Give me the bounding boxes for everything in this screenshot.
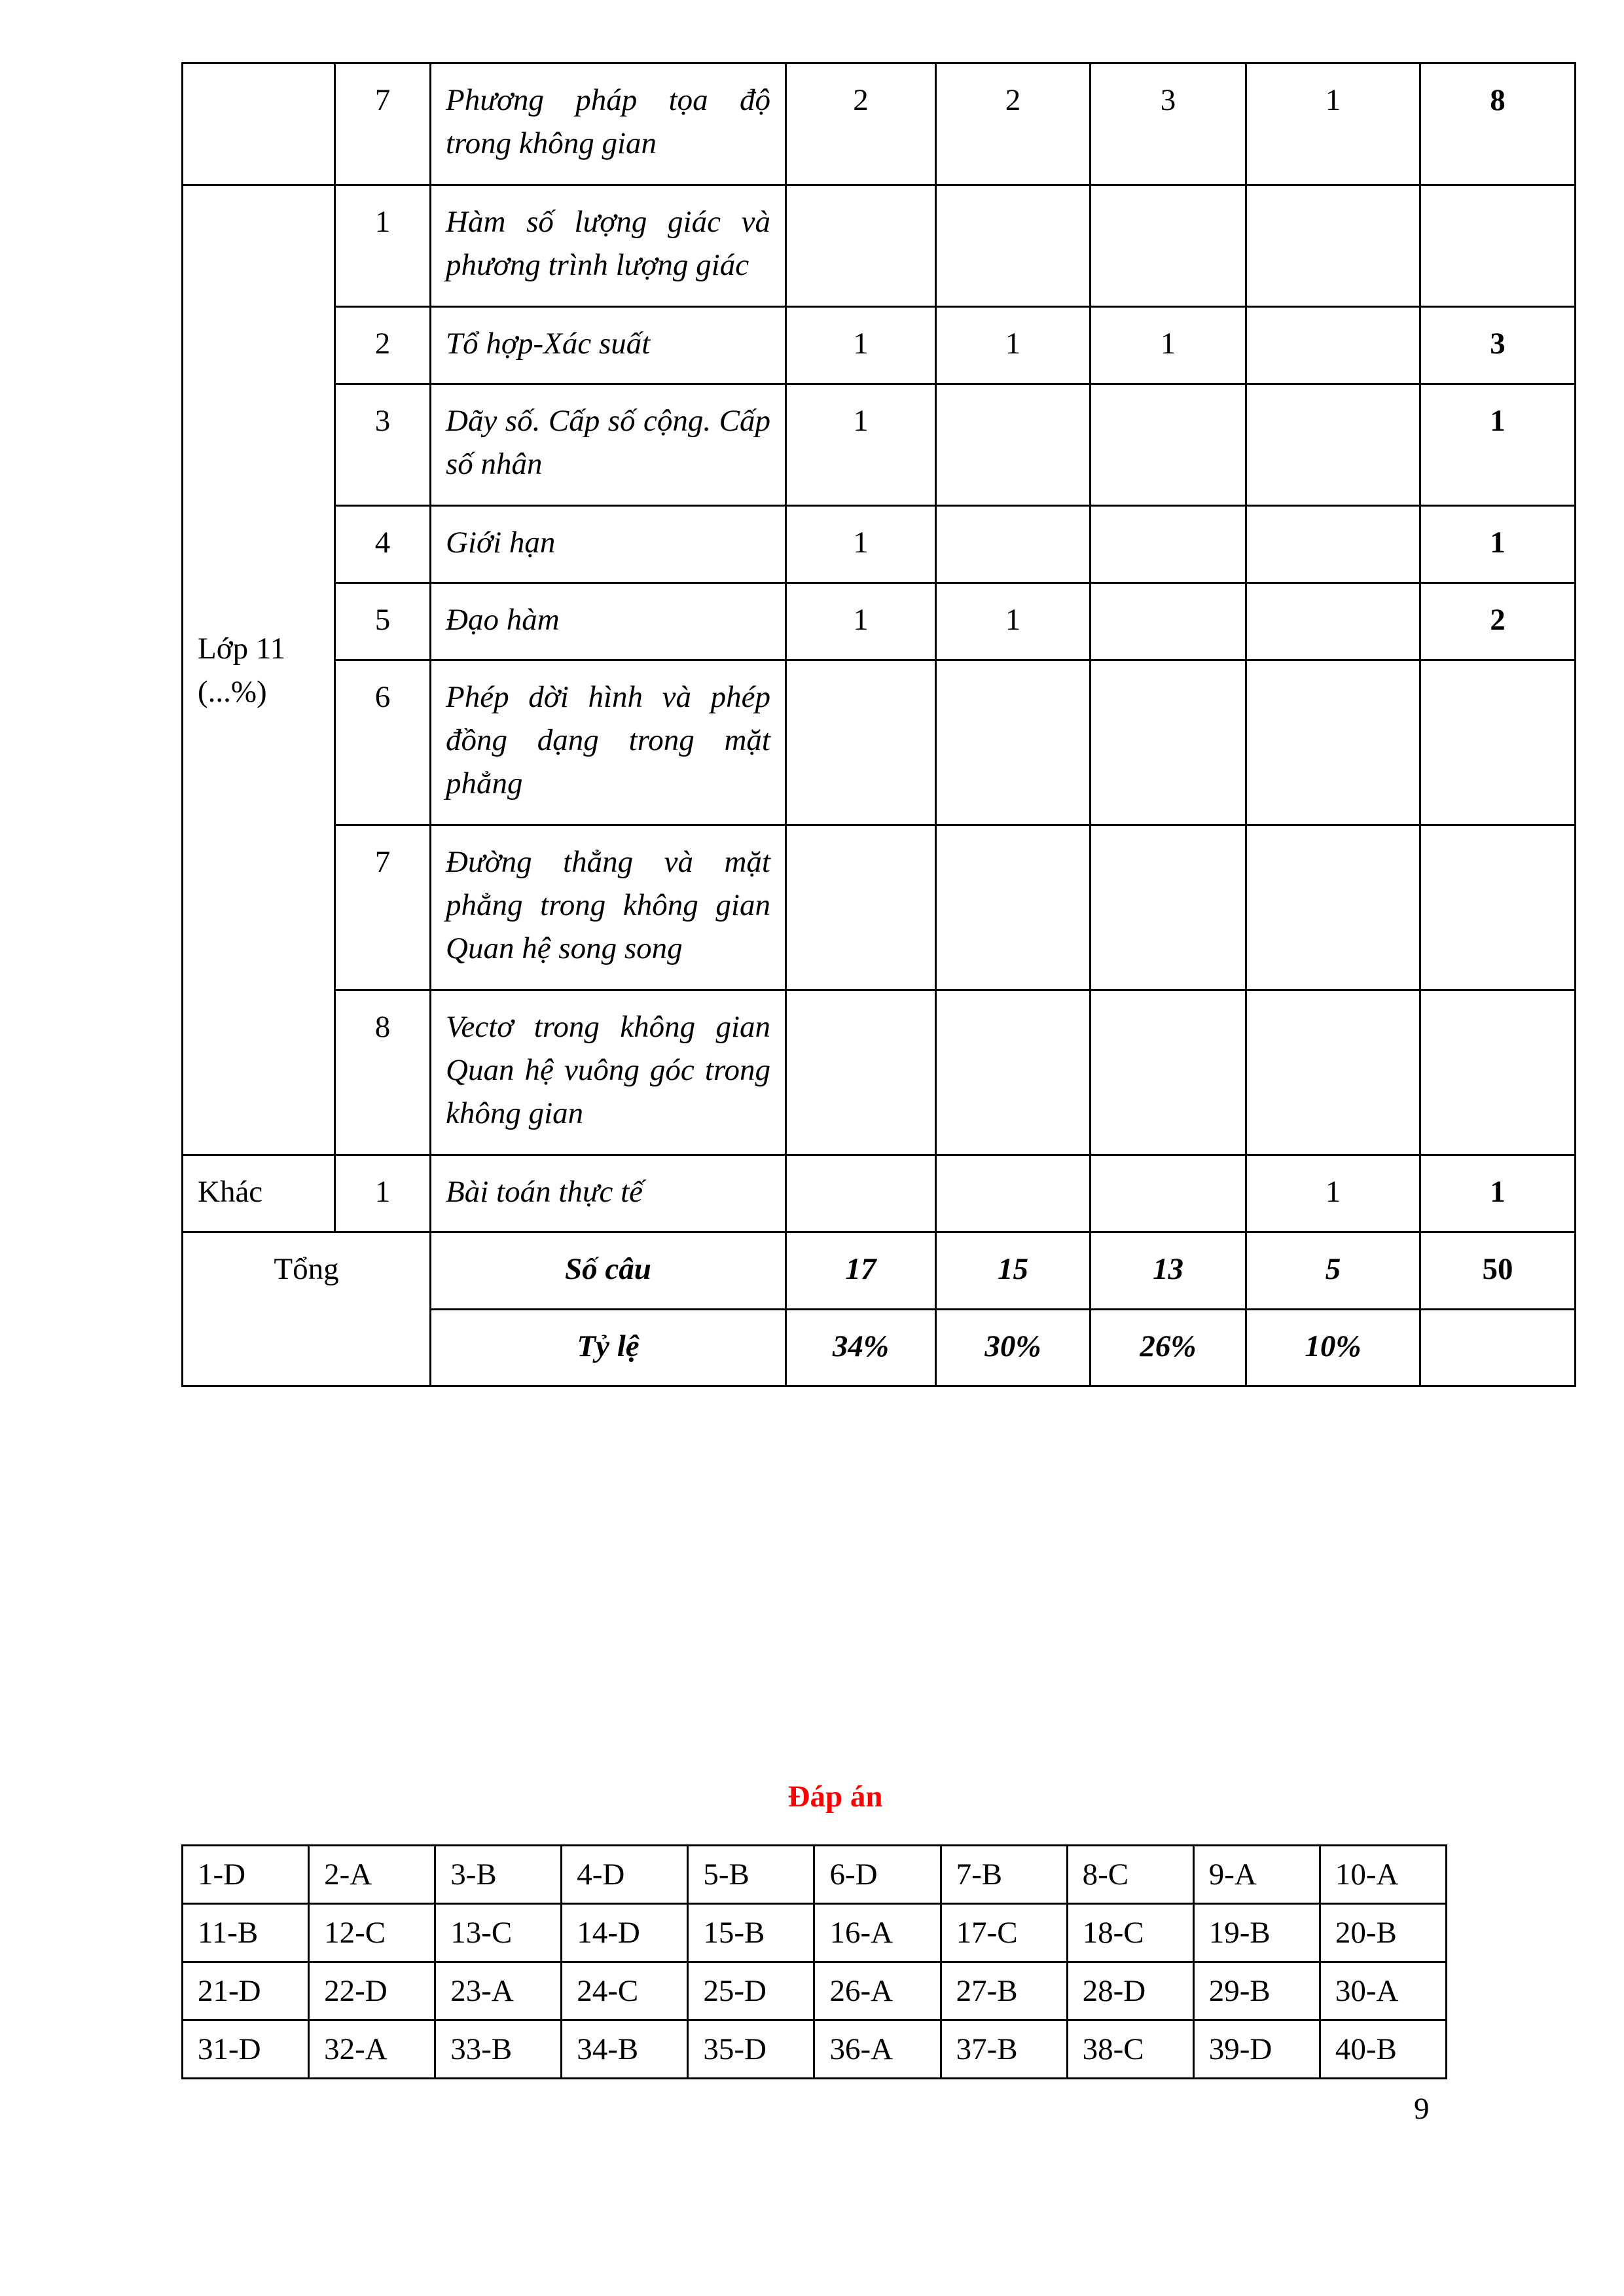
topic-name: Dãy số. Cấp số cộng. Cấp số nhân [431, 384, 786, 506]
count-total: 3 [1420, 307, 1576, 384]
answer-cell: 9-A [1193, 1846, 1320, 1904]
count-level-1 [786, 185, 936, 307]
answer-cell: 26-A [814, 1962, 941, 2020]
count-level-2: 1 [936, 583, 1091, 660]
ratio-level-4: 10% [1246, 1310, 1420, 1386]
answer-row [183, 1962, 1447, 2020]
count-level-3 [1091, 660, 1246, 825]
count-level-2: 1 [936, 307, 1091, 384]
answer-cell: 40-B [1320, 2020, 1446, 2079]
ratio-level-1: 34% [786, 1310, 936, 1386]
topic-name: Vectơ trong không gian Quan hệ vuông góc trong không gian [431, 990, 786, 1155]
topic-number: 4 [335, 506, 431, 583]
topic-number: 7 [335, 63, 431, 185]
answer-cell: 1-D [183, 1846, 309, 1904]
total-label: Tổng [183, 1232, 431, 1386]
answer-cell: 5-B [688, 1846, 814, 1904]
count-level-2 [936, 384, 1091, 506]
topic-number: 2 [335, 307, 431, 384]
answer-key-title: Đáp án [787, 1780, 883, 1814]
answer-cell: 16-A [814, 1904, 941, 1962]
topic-number: 5 [335, 583, 431, 660]
count-level-2 [936, 1155, 1091, 1232]
answer-cell: 35-D [688, 2020, 814, 2079]
answer-cell: 37-B [941, 2020, 1067, 2079]
question-count-level-1: 17 [786, 1232, 936, 1310]
total-count-row [183, 1232, 1576, 1310]
matrix-row [183, 63, 1576, 185]
count-level-3 [1091, 990, 1246, 1155]
topic-name: Bài toán thực tế [431, 1155, 786, 1232]
count-level-4: 1 [1246, 1155, 1420, 1232]
matrix-row [183, 185, 1576, 307]
count-level-2 [936, 506, 1091, 583]
count-level-4 [1246, 185, 1420, 307]
answer-cell: 22-D [309, 1962, 435, 2020]
count-total: 2 [1420, 583, 1576, 660]
answer-cell: 19-B [1193, 1904, 1320, 1962]
matrix-row [183, 990, 1576, 1155]
count-total [1420, 660, 1576, 825]
count-level-4 [1246, 990, 1420, 1155]
matrix-row [183, 1155, 1576, 1232]
topic-number: 1 [335, 185, 431, 307]
answer-cell: 32-A [309, 2020, 435, 2079]
question-count-level-2: 15 [936, 1232, 1091, 1310]
answer-cell: 13-C [435, 1904, 562, 1962]
count-level-4 [1246, 307, 1420, 384]
count-total: 8 [1420, 63, 1576, 185]
matrix-row [183, 506, 1576, 583]
count-level-3 [1091, 1155, 1246, 1232]
question-count-label: Số câu [431, 1232, 786, 1310]
answer-cell: 3-B [435, 1846, 562, 1904]
grade-11-cell [183, 185, 335, 1155]
count-total [1420, 825, 1576, 990]
count-level-4 [1246, 825, 1420, 990]
grade-11-label: Lớp 11 [198, 631, 286, 666]
answer-cell: 38-C [1067, 2020, 1193, 2079]
count-level-3 [1091, 583, 1246, 660]
count-total [1420, 990, 1576, 1155]
answer-cell: 39-D [1193, 2020, 1320, 2079]
answer-cell: 20-B [1320, 1904, 1446, 1962]
topic-name: Đạo hàm [431, 583, 786, 660]
topic-number: 8 [335, 990, 431, 1155]
matrix-row [183, 583, 1576, 660]
exam-matrix-table [181, 62, 1576, 1387]
matrix-row [183, 384, 1576, 506]
answer-cell: 31-D [183, 2020, 309, 2079]
count-level-4 [1246, 583, 1420, 660]
topic-number: 7 [335, 825, 431, 990]
other-label: Khác [183, 1155, 335, 1232]
answer-cell: 11-B [183, 1904, 309, 1962]
answer-cell: 23-A [435, 1962, 562, 2020]
count-level-1 [786, 660, 936, 825]
grade-cell-empty [183, 63, 335, 185]
count-level-4: 1 [1246, 63, 1420, 185]
answer-row [183, 2020, 1447, 2079]
question-count-level-3: 13 [1091, 1232, 1246, 1310]
count-total: 1 [1420, 1155, 1576, 1232]
count-level-1: 1 [786, 307, 936, 384]
ratio-level-2: 30% [936, 1310, 1091, 1386]
answer-cell: 10-A [1320, 1846, 1446, 1904]
grade-11-percent: (...%) [198, 674, 267, 709]
count-level-2: 2 [936, 63, 1091, 185]
answer-cell: 24-C [562, 1962, 688, 2020]
answer-cell: 12-C [309, 1904, 435, 1962]
matrix-row [183, 307, 1576, 384]
answer-key-table [181, 1844, 1447, 2079]
ratio-level-3: 26% [1091, 1310, 1246, 1386]
topic-name: Giới hạn [431, 506, 786, 583]
topic-number: 3 [335, 384, 431, 506]
answer-cell: 6-D [814, 1846, 941, 1904]
topic-name: Tổ hợp-Xác suất [431, 307, 786, 384]
count-level-1 [786, 825, 936, 990]
question-count-total: 50 [1420, 1232, 1576, 1310]
count-level-2 [936, 660, 1091, 825]
count-level-1: 1 [786, 583, 936, 660]
count-level-3 [1091, 185, 1246, 307]
count-level-3 [1091, 384, 1246, 506]
topic-name: Đường thẳng và mặt phẳng trong không gian Quan hệ song song [431, 825, 786, 990]
answer-row [183, 1846, 1447, 1904]
answer-cell: 14-D [562, 1904, 688, 1962]
topic-name: Phép dời hình và phép đồng dạng trong mặt phẳng [431, 660, 786, 825]
answer-cell: 30-A [1320, 1962, 1446, 2020]
topic-name: Hàm số lượng giác và phương trình lượng giác [431, 185, 786, 307]
answer-cell: 17-C [941, 1904, 1067, 1962]
topic-number: 6 [335, 660, 431, 825]
page-number: 9 [1414, 2092, 1430, 2126]
count-level-3: 3 [1091, 63, 1246, 185]
count-level-2 [936, 185, 1091, 307]
answer-cell: 2-A [309, 1846, 435, 1904]
answer-row [183, 1904, 1447, 1962]
count-level-1 [786, 990, 936, 1155]
question-count-level-4: 5 [1246, 1232, 1420, 1310]
answer-cell: 18-C [1067, 1904, 1193, 1962]
topic-number: 1 [335, 1155, 431, 1232]
answer-cell: 27-B [941, 1962, 1067, 2020]
count-level-1: 1 [786, 384, 936, 506]
count-level-3 [1091, 825, 1246, 990]
count-level-4 [1246, 384, 1420, 506]
answer-cell: 36-A [814, 2020, 941, 2079]
answer-cell: 29-B [1193, 1962, 1320, 2020]
ratio-total-empty [1420, 1310, 1576, 1386]
answer-cell: 7-B [941, 1846, 1067, 1904]
answer-cell: 4-D [562, 1846, 688, 1904]
count-level-3: 1 [1091, 307, 1246, 384]
count-level-4 [1246, 506, 1420, 583]
count-level-3 [1091, 506, 1246, 583]
ratio-label: Tỷ lệ [431, 1310, 786, 1386]
count-total: 1 [1420, 506, 1576, 583]
count-level-1 [786, 1155, 936, 1232]
answer-cell: 33-B [435, 2020, 562, 2079]
count-total [1420, 185, 1576, 307]
count-level-2 [936, 825, 1091, 990]
matrix-row [183, 825, 1576, 990]
count-level-4 [1246, 660, 1420, 825]
answer-cell: 34-B [562, 2020, 688, 2079]
matrix-row [183, 660, 1576, 825]
count-level-1: 2 [786, 63, 936, 185]
answer-cell: 8-C [1067, 1846, 1193, 1904]
answer-cell: 15-B [688, 1904, 814, 1962]
answer-cell: 28-D [1067, 1962, 1193, 2020]
topic-name: Phương pháp tọa độ trong không gian [431, 63, 786, 185]
answer-cell: 25-D [688, 1962, 814, 2020]
count-total: 1 [1420, 384, 1576, 506]
count-level-1: 1 [786, 506, 936, 583]
answer-cell: 21-D [183, 1962, 309, 2020]
count-level-2 [936, 990, 1091, 1155]
